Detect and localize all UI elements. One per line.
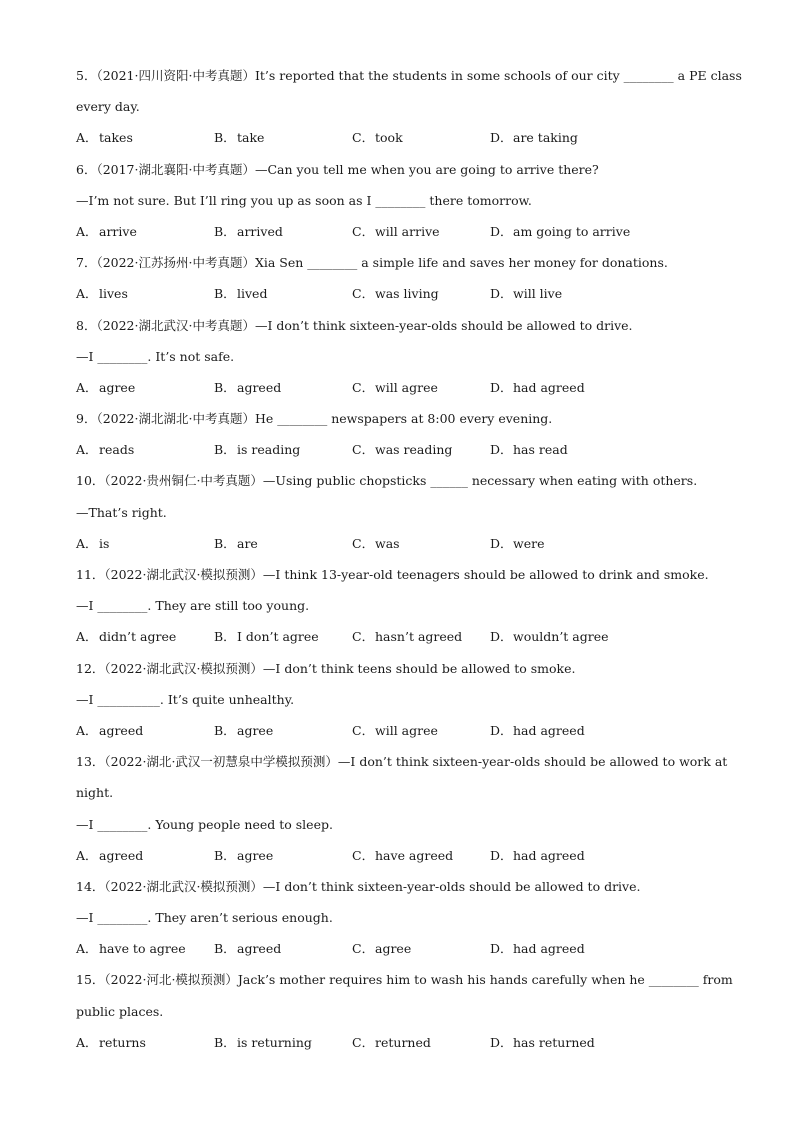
option-letter: B． — [214, 379, 236, 395]
question-text: 9．（2022·湖北湖北·中考真题）He ________ newspapers at 8:00 every evening. — [76, 411, 553, 427]
question-text: —I ________. They aren’t serious enough. — [76, 910, 333, 926]
option-a — [76, 1031, 146, 1055]
option-text: are — [237, 535, 258, 551]
option-letter: C． — [352, 379, 375, 395]
question-text: —I’m not sure. But I’ll ring you up as soon as I ________ there tomorrow. — [76, 192, 532, 208]
question-text: 7．（2022·江苏扬州·中考真题）Xia Sen ________ a simple life and saves her money for donations. — [76, 255, 668, 271]
option-letter: B． — [214, 1034, 236, 1050]
option-letter: D． — [490, 629, 513, 645]
option-text: am going to arrive — [513, 223, 631, 239]
option-text: agree — [99, 379, 136, 395]
option-letter: B． — [214, 941, 236, 957]
option-a — [76, 126, 133, 150]
question-text: 5．（2021·四川资阳·中考真题）It’s reported that the students in some schools of our city ________ a PE class — [76, 68, 742, 83]
option-letter: B． — [214, 286, 236, 302]
option-letter: A． — [76, 629, 98, 645]
option-a — [76, 844, 143, 868]
option-letter: C． — [352, 442, 375, 458]
option-letter: B． — [214, 722, 236, 738]
option-text: returns — [99, 1034, 146, 1050]
question-6 — [76, 158, 716, 252]
option-d — [490, 625, 609, 649]
question-text: 14．（2022·湖北武汉·模拟预测）—I don’t think sixteen-year-olds should be allowed to drive. — [76, 878, 641, 894]
option-b — [214, 438, 300, 462]
option-text: had agreed — [513, 941, 585, 957]
question-text: 12．（2022·湖北武汉·模拟预测）—I don’t think teens should be allowed to smoke. — [76, 660, 576, 676]
option-c — [352, 376, 438, 400]
question-5 — [76, 64, 742, 158]
option-row — [76, 126, 716, 157]
option-letter: C． — [352, 286, 375, 302]
option-a — [76, 937, 186, 961]
option-text: I don’t agree — [237, 629, 319, 645]
question-text: —That’s right. — [76, 504, 167, 520]
option-text: returned — [375, 1034, 431, 1050]
option-a — [76, 625, 176, 649]
question-text: 13．（2022·湖北·武汉一初慧泉中学模拟预测）—I don’t think sixteen-year-olds should be allowed to work at — [76, 754, 728, 770]
option-d — [490, 126, 578, 150]
option-letter: B． — [214, 535, 236, 551]
option-text: will arrive — [375, 223, 440, 239]
option-text: agree — [375, 941, 412, 957]
question-9 — [76, 407, 716, 469]
option-letter: C． — [352, 629, 375, 645]
question-text: 6．（2017·湖北襄阳·中考真题）—Can you tell me when you are going to arrive there? — [76, 161, 599, 177]
option-text: take — [237, 130, 265, 146]
option-b — [214, 937, 281, 961]
option-letter: A． — [76, 535, 98, 551]
question-12 — [76, 657, 716, 751]
option-row — [76, 1031, 716, 1062]
option-text: have to agree — [99, 941, 186, 957]
question-15 — [76, 968, 733, 1062]
option-letter: D． — [490, 1034, 513, 1050]
option-text: agree — [237, 847, 274, 863]
option-text: is reading — [237, 442, 301, 458]
question-14 — [76, 875, 716, 969]
option-text: were — [513, 535, 545, 551]
option-letter: C． — [352, 223, 375, 239]
option-letter: D． — [490, 223, 513, 239]
question-text: public places. — [76, 1003, 164, 1019]
option-text: will agree — [375, 722, 438, 738]
option-letter: C． — [352, 535, 375, 551]
option-a — [76, 719, 143, 743]
option-letter: C． — [352, 941, 375, 957]
option-text: will live — [513, 286, 563, 302]
option-d — [490, 438, 568, 462]
option-d — [490, 376, 585, 400]
option-letter: A． — [76, 722, 98, 738]
question-13 — [76, 750, 728, 875]
option-letter: A． — [76, 941, 98, 957]
option-text: was — [375, 535, 400, 551]
question-text: —I ________. It’s not safe. — [76, 348, 235, 364]
option-text: agreed — [99, 847, 144, 863]
option-text: took — [375, 130, 403, 146]
option-text: had agreed — [513, 847, 585, 863]
option-text: was reading — [375, 442, 453, 458]
question-8 — [76, 314, 716, 408]
option-c — [352, 220, 440, 244]
option-c — [352, 844, 453, 868]
option-letter: B． — [214, 629, 236, 645]
option-letter: B． — [214, 130, 236, 146]
option-d — [490, 220, 630, 244]
option-letter: B． — [214, 223, 236, 239]
option-b — [214, 625, 319, 649]
option-letter: C． — [352, 847, 375, 863]
option-row — [76, 844, 716, 875]
option-letter: C． — [352, 1034, 375, 1050]
option-letter: A． — [76, 130, 98, 146]
option-a — [76, 438, 134, 462]
option-d — [490, 282, 562, 306]
option-letter: A． — [76, 442, 98, 458]
option-text: agreed — [237, 941, 282, 957]
option-row — [76, 937, 716, 968]
question-10 — [76, 469, 716, 563]
option-letter: D． — [490, 286, 513, 302]
option-text: arrived — [237, 223, 283, 239]
option-text: agreed — [237, 379, 282, 395]
option-text: reads — [99, 442, 135, 458]
option-letter: D． — [490, 130, 513, 146]
option-text: wouldn’t agree — [513, 629, 609, 645]
option-letter: B． — [214, 442, 236, 458]
option-text: is — [99, 535, 110, 551]
option-b — [214, 1031, 312, 1055]
option-a — [76, 282, 128, 306]
question-list — [76, 64, 742, 1062]
option-text: lived — [237, 286, 268, 302]
option-a — [76, 220, 137, 244]
question-text: —I ________. Young people need to sleep. — [76, 816, 333, 832]
option-letter: D． — [490, 535, 513, 551]
option-b — [214, 126, 264, 150]
option-text: agree — [237, 722, 274, 738]
option-row — [76, 438, 716, 469]
option-text: didn’t agree — [99, 629, 177, 645]
option-letter: D． — [490, 442, 513, 458]
option-text: was living — [375, 286, 439, 302]
option-b — [214, 532, 258, 556]
question-text: night. — [76, 785, 114, 801]
option-letter: A． — [76, 379, 98, 395]
option-text: hasn’t agreed — [375, 629, 463, 645]
option-c — [352, 625, 462, 649]
question-text: 8．（2022·湖北武汉·中考真题）—I don’t think sixteen-year-olds should be allowed to drive. — [76, 317, 633, 333]
question-text: 15．（2022·河北·模拟预测）Jack’s mother requires him to wash his hands carefully when he ________ from — [76, 972, 733, 988]
option-letter: A． — [76, 847, 98, 863]
option-text: arrive — [99, 223, 137, 239]
option-d — [490, 937, 585, 961]
option-c — [352, 438, 452, 462]
option-b — [214, 282, 267, 306]
option-b — [214, 719, 273, 743]
option-d — [490, 532, 544, 556]
question-text: 10．（2022·贵州铜仁·中考真题）—Using public chopsticks ______ necessary when eating with others. — [76, 473, 698, 489]
option-a — [76, 532, 109, 556]
option-letter: A． — [76, 1034, 98, 1050]
option-b — [214, 376, 281, 400]
option-d — [490, 1031, 595, 1055]
option-text: has returned — [513, 1034, 595, 1050]
option-b — [214, 844, 273, 868]
question-7 — [76, 251, 716, 313]
option-letter: C． — [352, 722, 375, 738]
option-d — [490, 719, 585, 743]
option-text: will agree — [375, 379, 438, 395]
option-row — [76, 376, 716, 407]
option-c — [352, 719, 438, 743]
option-c — [352, 282, 439, 306]
option-letter: A． — [76, 286, 98, 302]
option-b — [214, 220, 283, 244]
question-text: —I ________. They are still too young. — [76, 598, 310, 614]
option-letter: D． — [490, 722, 513, 738]
option-text: agreed — [99, 722, 144, 738]
option-d — [490, 844, 585, 868]
option-text: has read — [513, 442, 568, 458]
option-text: had agreed — [513, 722, 585, 738]
option-a — [76, 376, 135, 400]
option-text: is returning — [237, 1034, 312, 1050]
question-text: 11．（2022·湖北武汉·模拟预测）—I think 13-year-old teenagers should be allowed to drink and smoke. — [76, 567, 709, 582]
option-c — [352, 937, 411, 961]
option-text: are taking — [513, 130, 578, 146]
option-row — [76, 220, 716, 251]
option-c — [352, 1031, 431, 1055]
option-row — [76, 625, 716, 656]
option-letter: C． — [352, 130, 375, 146]
option-c — [352, 126, 403, 150]
option-text: lives — [99, 286, 128, 302]
question-text: every day. — [76, 99, 140, 115]
option-row — [76, 719, 716, 750]
option-text: have agreed — [375, 847, 454, 863]
option-letter: D． — [490, 379, 513, 395]
option-text: takes — [99, 130, 133, 146]
option-row — [76, 532, 716, 563]
option-c — [352, 532, 400, 556]
option-letter: B． — [214, 847, 236, 863]
option-text: had agreed — [513, 379, 585, 395]
question-text: —I __________. It’s quite unhealthy. — [76, 691, 295, 707]
option-letter: D． — [490, 847, 513, 863]
option-letter: D． — [490, 941, 513, 957]
question-11 — [76, 563, 716, 657]
option-row — [76, 282, 716, 313]
option-letter: A． — [76, 223, 98, 239]
